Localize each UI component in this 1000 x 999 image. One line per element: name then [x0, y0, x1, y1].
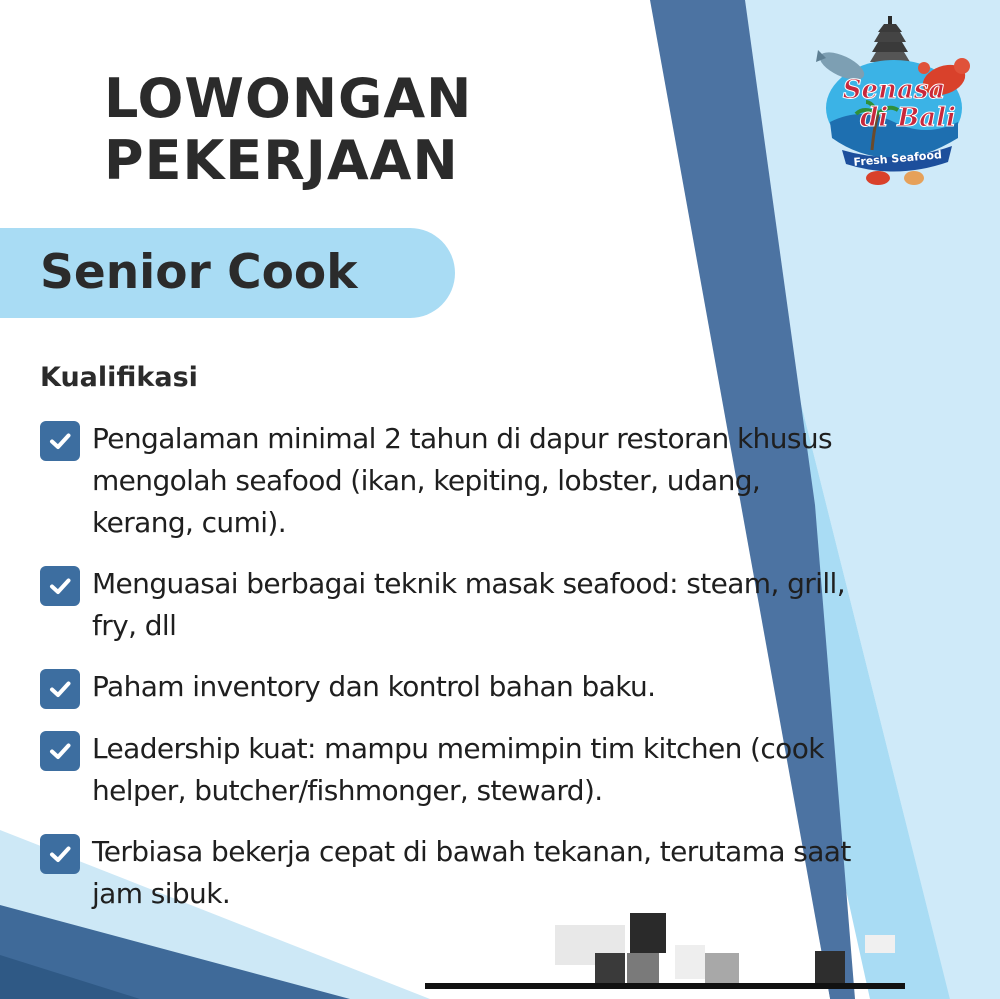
position-title: Senior Cook — [40, 245, 358, 300]
qualification-item — [40, 666, 860, 709]
checkbox-checked-icon — [40, 834, 80, 874]
checkbox-checked-icon — [40, 421, 80, 461]
qualifications-heading: Kualifikasi — [40, 362, 198, 393]
qualification-text: Leadership kuat: mampu memimpin tim kitchen (cook helper, butcher/fishmonger, steward). — [92, 732, 824, 807]
restaurant-logo — [812, 10, 982, 190]
qualification-item — [40, 728, 860, 812]
checkbox-checked-icon — [40, 566, 80, 606]
crab-icon — [866, 171, 924, 185]
position-banner — [0, 228, 455, 318]
qualification-text: Terbiasa bekerja cepat di bawah tekanan, terutama saat jam sibuk. — [92, 835, 851, 910]
qualification-text: Menguasai berbagai teknik masak seafood: steam, grill, fry, dll — [92, 567, 845, 642]
logo-name-line2: di Bali — [860, 103, 956, 133]
qualification-item — [40, 831, 860, 915]
logo-name-line1: Senasa — [842, 75, 946, 105]
headline — [104, 68, 472, 192]
checkbox-checked-icon — [40, 669, 80, 709]
qualification-item — [40, 563, 860, 647]
qualifications-list — [40, 418, 860, 915]
pixelated-watermark — [425, 905, 905, 999]
qualification-text: Pengalaman minimal 2 tahun di dapur restoran khusus mengolah seafood (ikan, kepiting, lobster, udang, kerang, cumi). — [92, 422, 832, 539]
headline-line-1: LOWONGAN — [104, 67, 473, 130]
logo-tagline: Fresh Seafood — [853, 148, 943, 169]
qualification-text: Paham inventory dan kontrol bahan baku. — [92, 670, 656, 703]
headline-line-2: PEKERJAAN — [104, 129, 459, 192]
checkbox-checked-icon — [40, 731, 80, 771]
qualification-item — [40, 418, 860, 544]
